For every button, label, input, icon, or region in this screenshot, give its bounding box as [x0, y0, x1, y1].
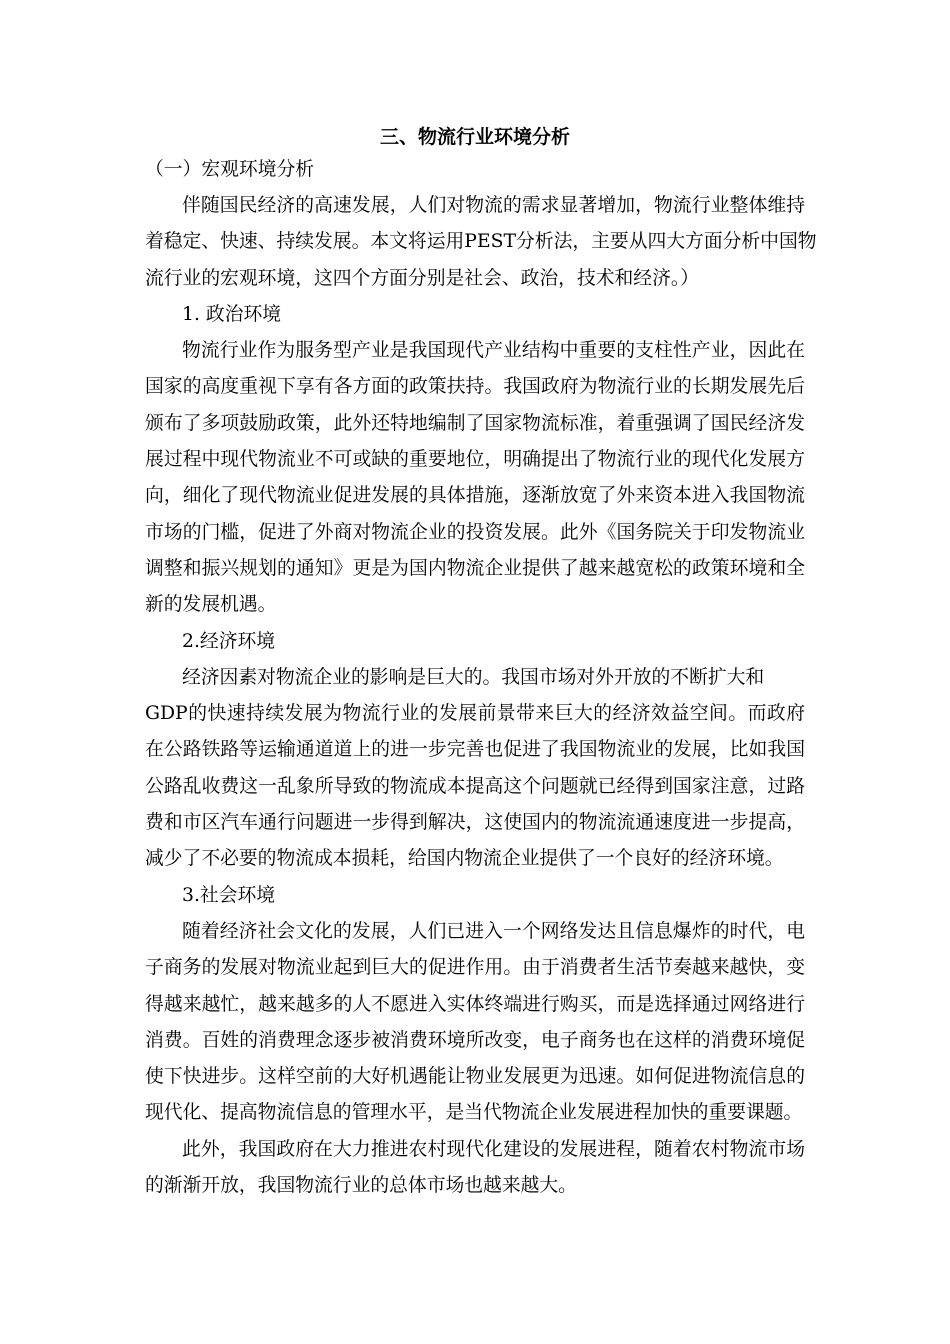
paragraph-line: 市场的门槛，促进了外商对物流企业的投资发展。此外《国务院关于印发物流业: [145, 521, 805, 543]
section-heading: （一）宏观环境分析: [145, 159, 315, 180]
paragraph-line: 伴随国民经济的高速发展，人们对物流的需求显著增加，物流行业整体维持: [182, 195, 805, 216]
paragraph-line: 颁布了多项鼓励政策，此外还特地编制了国家物流标准，着重强调了国民经济发: [145, 412, 805, 434]
document-body: [145, 188, 817, 1204]
paragraph-line: 展过程中现代物流业不可或缺的重要地位，明确提出了物流行业的现代化发展方: [145, 449, 805, 471]
paragraph-line: 向，细化了现代物流业促进发展的具体措施，逐渐放宽了外来资本进入我国物流: [145, 485, 805, 507]
paragraph-line: 现代化、提高物流信息的管理水平，是当代物流企业发展进程加快的重要课题。: [145, 1102, 803, 1124]
paragraph-line: 经济因素对物流企业的影响是巨大的。我国市场对外开放的不断扩大和: [182, 666, 765, 688]
paragraph-line: 减少了不必要的物流成本损耗，给国内物流企业提供了一个良好的经济环境。: [145, 848, 784, 870]
paragraph-line: 在公路铁路等运输通道道上的进一步完善也促进了我国物流业的发展，比如我国: [145, 739, 805, 761]
paragraph-line: 的渐渐开放，我国物流行业的总体市场也越来越大。: [145, 1175, 577, 1197]
subsection-heading-economic: 2.经济环境: [182, 630, 276, 652]
paragraph-line: 国家的高度重视下享有各方面的政策扶持。我国政府为物流行业的长期发展先后: [145, 376, 805, 398]
subsection-heading-social: 3.社会环境: [182, 884, 276, 906]
paragraph-line: 使下快进步。这样空前的大好机遇能让物业发展更为迅速。如何促进物流信息的: [145, 1066, 805, 1088]
paragraph-line: 公路乱收费这一乱象所导致的物流成本提高这个问题就已经得到国家注意，过路: [145, 775, 805, 797]
paragraph-line: 着稳定、快速、持续发展。本文将运用PEST分析法，主要从四大方面分析中国物: [145, 231, 817, 253]
subsection-heading-political: 1. 政治环境: [182, 303, 282, 325]
paragraph-line: 消费。百姓的消费理念逐步被消费环境所改变，电子商务也在这样的消费环境促: [145, 1029, 805, 1051]
paragraph-line: 此外，我国政府在大力推进农村现代化建设的发展进程，随着农村物流市场: [182, 1138, 805, 1160]
paragraph-line: 流行业的宏观环境，这四个方面分别是社会、政治，技术和经济。）: [145, 267, 700, 289]
paragraph-line: 子商务的发展对物流业起到巨大的促进作用。由于消费者生活节奏越来越快，变: [145, 957, 805, 979]
paragraph-line: 费和市区汽车通行问题进一步得到解决，这使国内的物流流通速度进一步提高，: [145, 812, 805, 834]
document-title: 三、物流行业环境分析: [379, 126, 570, 148]
paragraph-line: 调整和振兴规划的通知》更是为国内物流企业提供了越来越宽松的政策环境和全: [145, 557, 805, 579]
paragraph-line: 物流行业作为服务型产业是我国现代产业结构中重要的支柱性产业，因此在: [182, 340, 805, 362]
paragraph-line: GDP的快速持续发展为物流行业的发展前景带来巨大的经济效益空间。而政府: [145, 703, 805, 725]
paragraph-line: 新的发展机遇。: [145, 594, 277, 616]
paragraph-line: 得越来越忙，越来越多的人不愿进入实体终端进行购买，而是选择通过网络进行: [145, 993, 805, 1015]
paragraph-line: 随着经济社会文化的发展，人们已进入一个网络发达且信息爆炸的时代，电: [182, 920, 805, 942]
